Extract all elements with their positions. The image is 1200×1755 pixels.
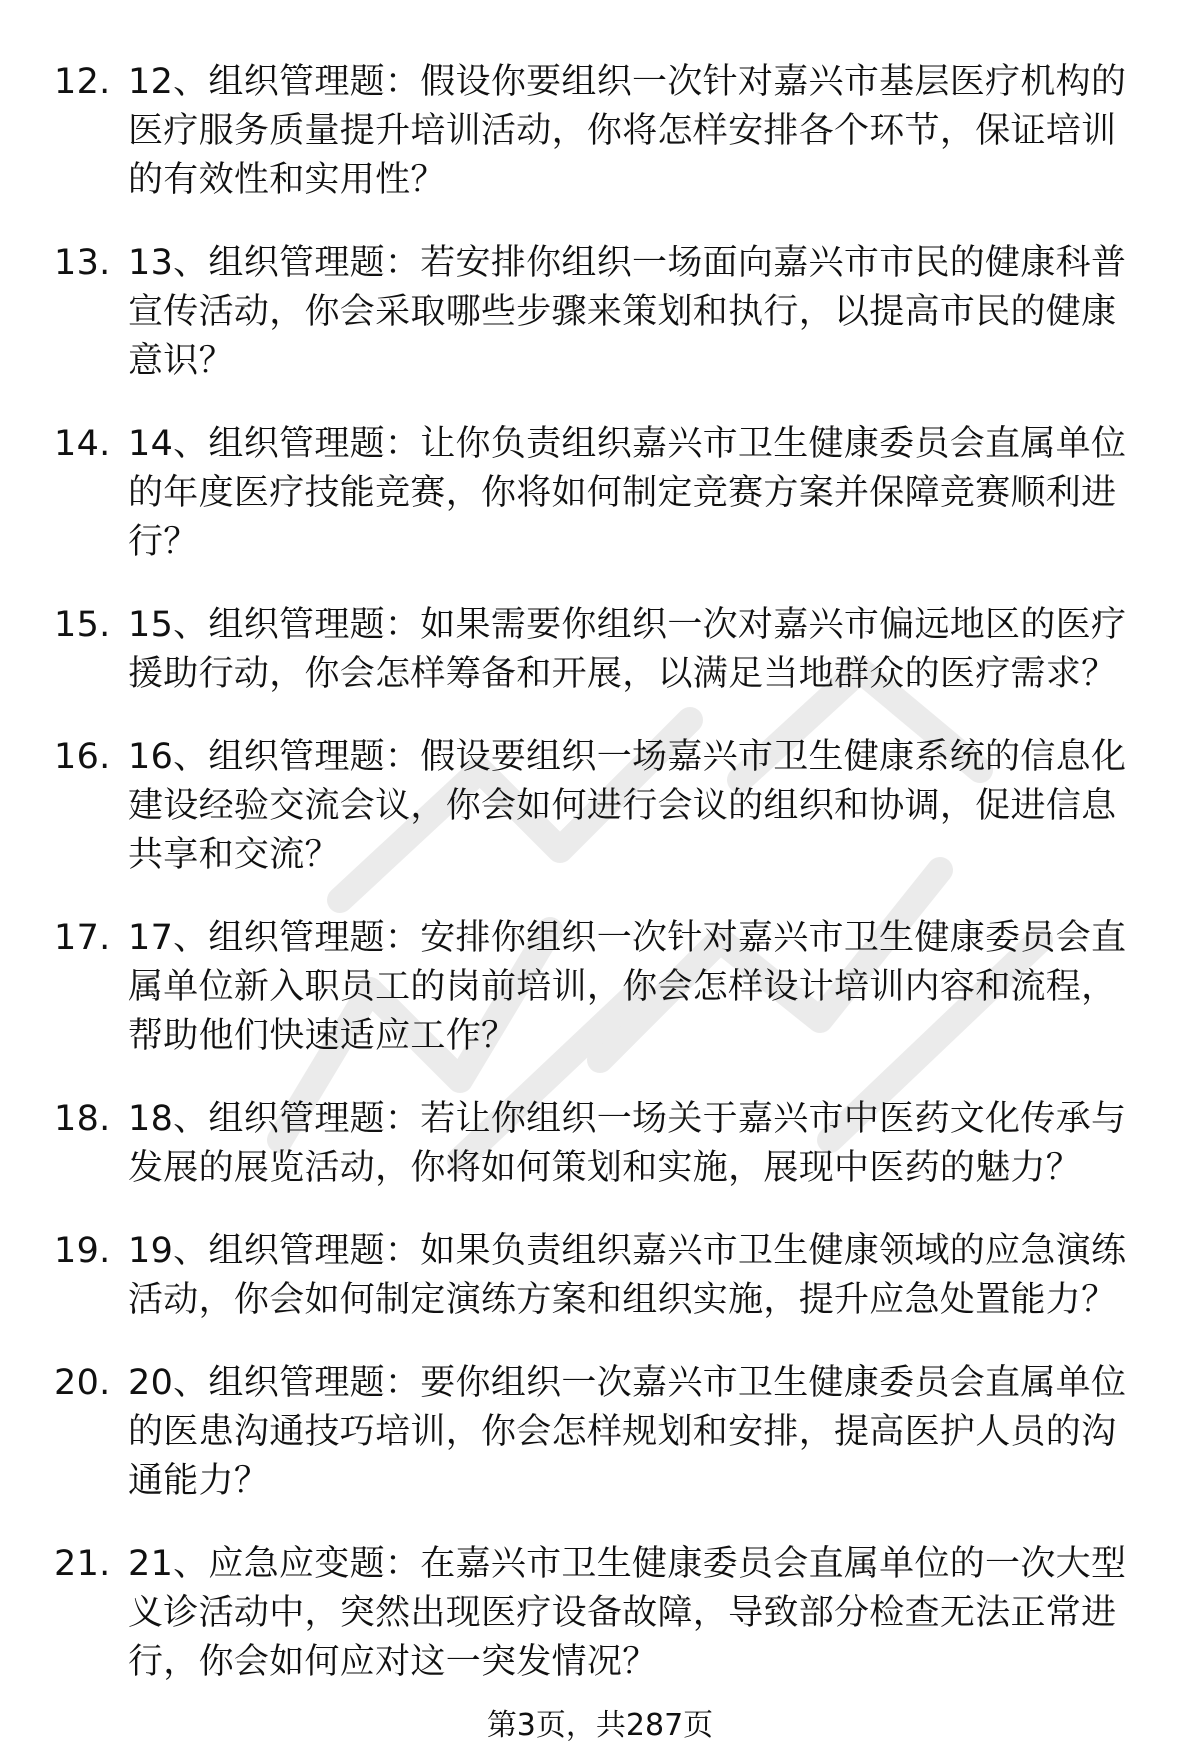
question-number: 16.	[54, 737, 111, 777]
question-number: 15.	[54, 605, 111, 645]
list-item	[0, 1540, 1200, 1687]
question-number: 19.	[54, 1231, 111, 1271]
list-item	[0, 601, 1200, 699]
list-item	[0, 420, 1200, 567]
question-text: 17、组织管理题：安排你组织一次针对嘉兴市卫生健康委员会直属单位新入职员工的岗前培训，你会怎样设计培训内容和流程，帮助他们快速适应工作？	[128, 918, 1127, 1056]
list-item	[0, 58, 1200, 205]
question-number: 20.	[54, 1363, 111, 1403]
question-text: 16、组织管理题：假设要组织一场嘉兴市卫生健康系统的信息化建设经验交流会议，你会如何进行会议的组织和协调，促进信息共享和交流？	[128, 737, 1127, 875]
question-list	[0, 58, 1200, 1721]
question-text: 21、应急应变题：在嘉兴市卫生健康委员会直属单位的一次大型义诊活动中，突然出现医疗设备故障，导致部分检查无法正常进行，你会如何应对这一突发情况？	[128, 1544, 1127, 1682]
question-text: 15、组织管理题：如果需要你组织一次对嘉兴市偏远地区的医疗援助行动，你会怎样筹备和开展，以满足当地群众的医疗需求？	[128, 605, 1127, 694]
list-item	[0, 733, 1200, 880]
list-item	[0, 1227, 1200, 1325]
question-number: 13.	[54, 243, 111, 283]
list-item	[0, 239, 1200, 386]
question-text: 18、组织管理题：若让你组织一场关于嘉兴市中医药文化传承与发展的展览活动，你将如何策划和实施，展现中医药的魅力？	[128, 1099, 1127, 1188]
question-text: 19、组织管理题：如果负责组织嘉兴市卫生健康领域的应急演练活动，你会如何制定演练方案和组织实施，提升应急处置能力？	[128, 1231, 1127, 1320]
question-number: 14.	[54, 424, 111, 464]
question-number: 12.	[54, 62, 111, 102]
question-number: 18.	[54, 1099, 111, 1139]
question-text: 14、组织管理题：让你负责组织嘉兴市卫生健康委员会直属单位的年度医疗技能竞赛，你将如何制定竞赛方案并保障竞赛顺利进行？	[128, 424, 1127, 562]
page-number-label: 第3页，共287页	[486, 1708, 714, 1743]
question-text: 20、组织管理题：要你组织一次嘉兴市卫生健康委员会直属单位的医患沟通技巧培训，你会怎样规划和安排，提高医护人员的沟通能力？	[128, 1363, 1127, 1501]
list-item	[0, 914, 1200, 1061]
question-text: 13、组织管理题：若安排你组织一场面向嘉兴市市民的健康科普宣传活动，你会采取哪些步骤来策划和执行，以提高市民的健康意识？	[128, 243, 1127, 381]
question-number: 21.	[54, 1544, 111, 1584]
question-text: 12、组织管理题：假设你要组织一次针对嘉兴市基层医疗机构的医疗服务质量提升培训活动，你将怎样安排各个环节，保证培训的有效性和实用性？	[128, 62, 1127, 200]
question-number: 17.	[54, 918, 111, 958]
list-item	[0, 1095, 1200, 1193]
page-footer	[0, 1706, 1200, 1746]
list-item	[0, 1359, 1200, 1506]
